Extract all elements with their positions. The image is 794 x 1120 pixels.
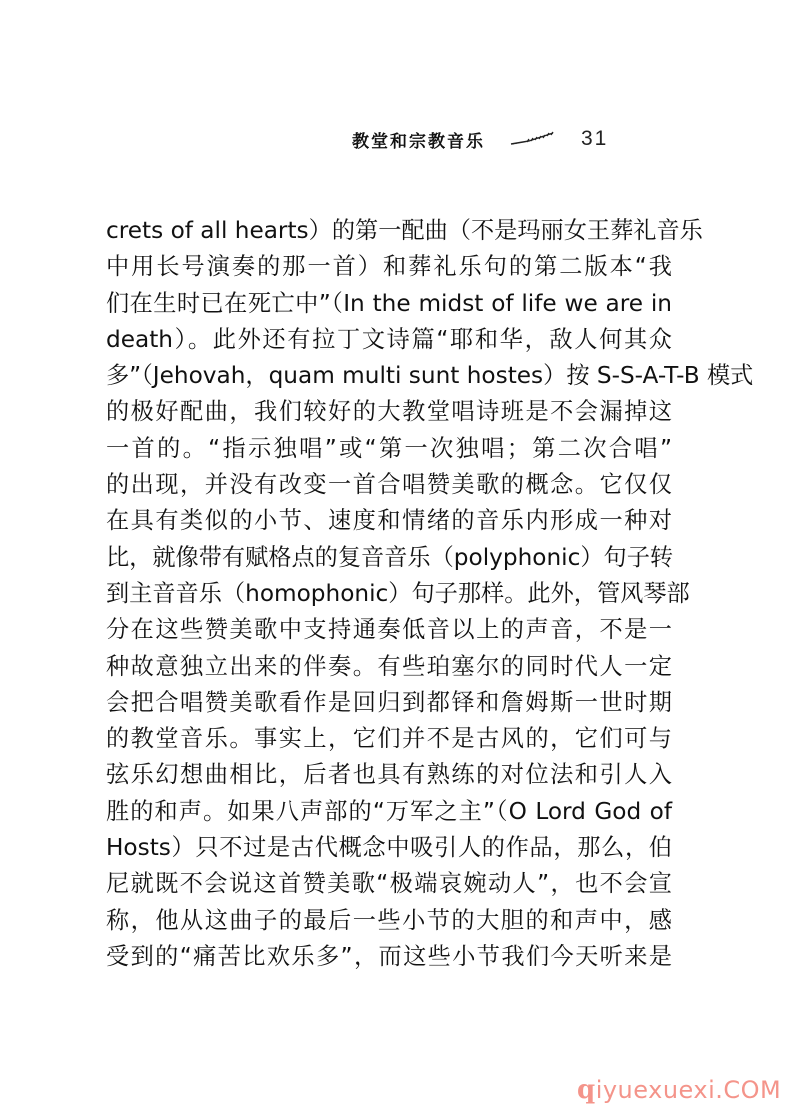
text-line: 弦乐幻想曲相比，后者也具有熟练的对位法和引人入 [106,761,672,789]
text-line: 的极好配曲，我们较好的大教堂唱诗班是不会漏掉这 [106,398,672,426]
text-line: 称，他从这曲子的最后一些小节的大胆的和声中，感 [106,906,672,934]
chapter-title: 教堂和宗教音乐 [352,131,485,152]
text-line: 比，就像带有赋格点的复音音乐（polyphonic）句子转 [106,543,674,571]
running-header [352,124,608,154]
text-line: Hosts）只不过是古代概念中吸引人的作品，那么，伯 [106,834,672,862]
site-watermark [577,1075,781,1105]
text-line: 在具有类似的小节、速度和情绪的音乐内形成一种对 [106,507,672,535]
watermark-text: iyuexuexi.COM [595,1076,782,1104]
text-line: 会把合唱赞美歌看作是回归到都铎和詹姆斯一世时期 [106,688,672,716]
text-line: 们在生时已在死亡中”（In the midst of life we are in [106,289,672,317]
text-line: crets of all hearts）的第一配曲（不是玛丽女王葬礼音乐 [106,217,703,244]
text-line: 胜的和声。如果八声部的“万军之主”（O Lord God of [106,797,672,825]
text-line: 一首的。“指示独唱”或“第一次独唱；第二次合唱” [106,434,672,462]
watermark-initial: q [577,1075,596,1105]
page-number: 31 [581,127,609,150]
text-line: death）。此外还有拉丁文诗篇“耶和华，敌人何其众 [106,325,672,353]
text-line: 分在这些赞美歌中支持通奏低音以上的声音，不是一 [106,616,672,644]
body-text [106,213,754,975]
text-line: 种故意独立出来的伴奏。有些珀塞尔的同时代人一定 [106,652,672,680]
text-line: 多”（Jehovah，quam multi sunt hostes）按 S-S-A-T-B 模式 [106,362,754,390]
text-line: 受到的“痛苦比欢乐多”，而这些小节我们今天听来是 [106,942,672,970]
text-line: 中用长号演奏的那一首）和葬礼乐句的第二版本“我 [106,253,672,281]
flourish-ornament-icon [509,131,557,147]
text-line: 的教堂音乐。事实上，它们并不是古风的，它们可与 [106,725,672,753]
text-line: 到主音音乐（homophonic）句子那样。此外，管风琴部 [106,579,690,607]
text-line: 尼就既不会说这首赞美歌“极端哀婉动人”，也不会宣 [106,870,672,898]
text-line: 的出现，并没有改变一首合唱赞美歌的概念。它仅仅 [106,471,672,499]
